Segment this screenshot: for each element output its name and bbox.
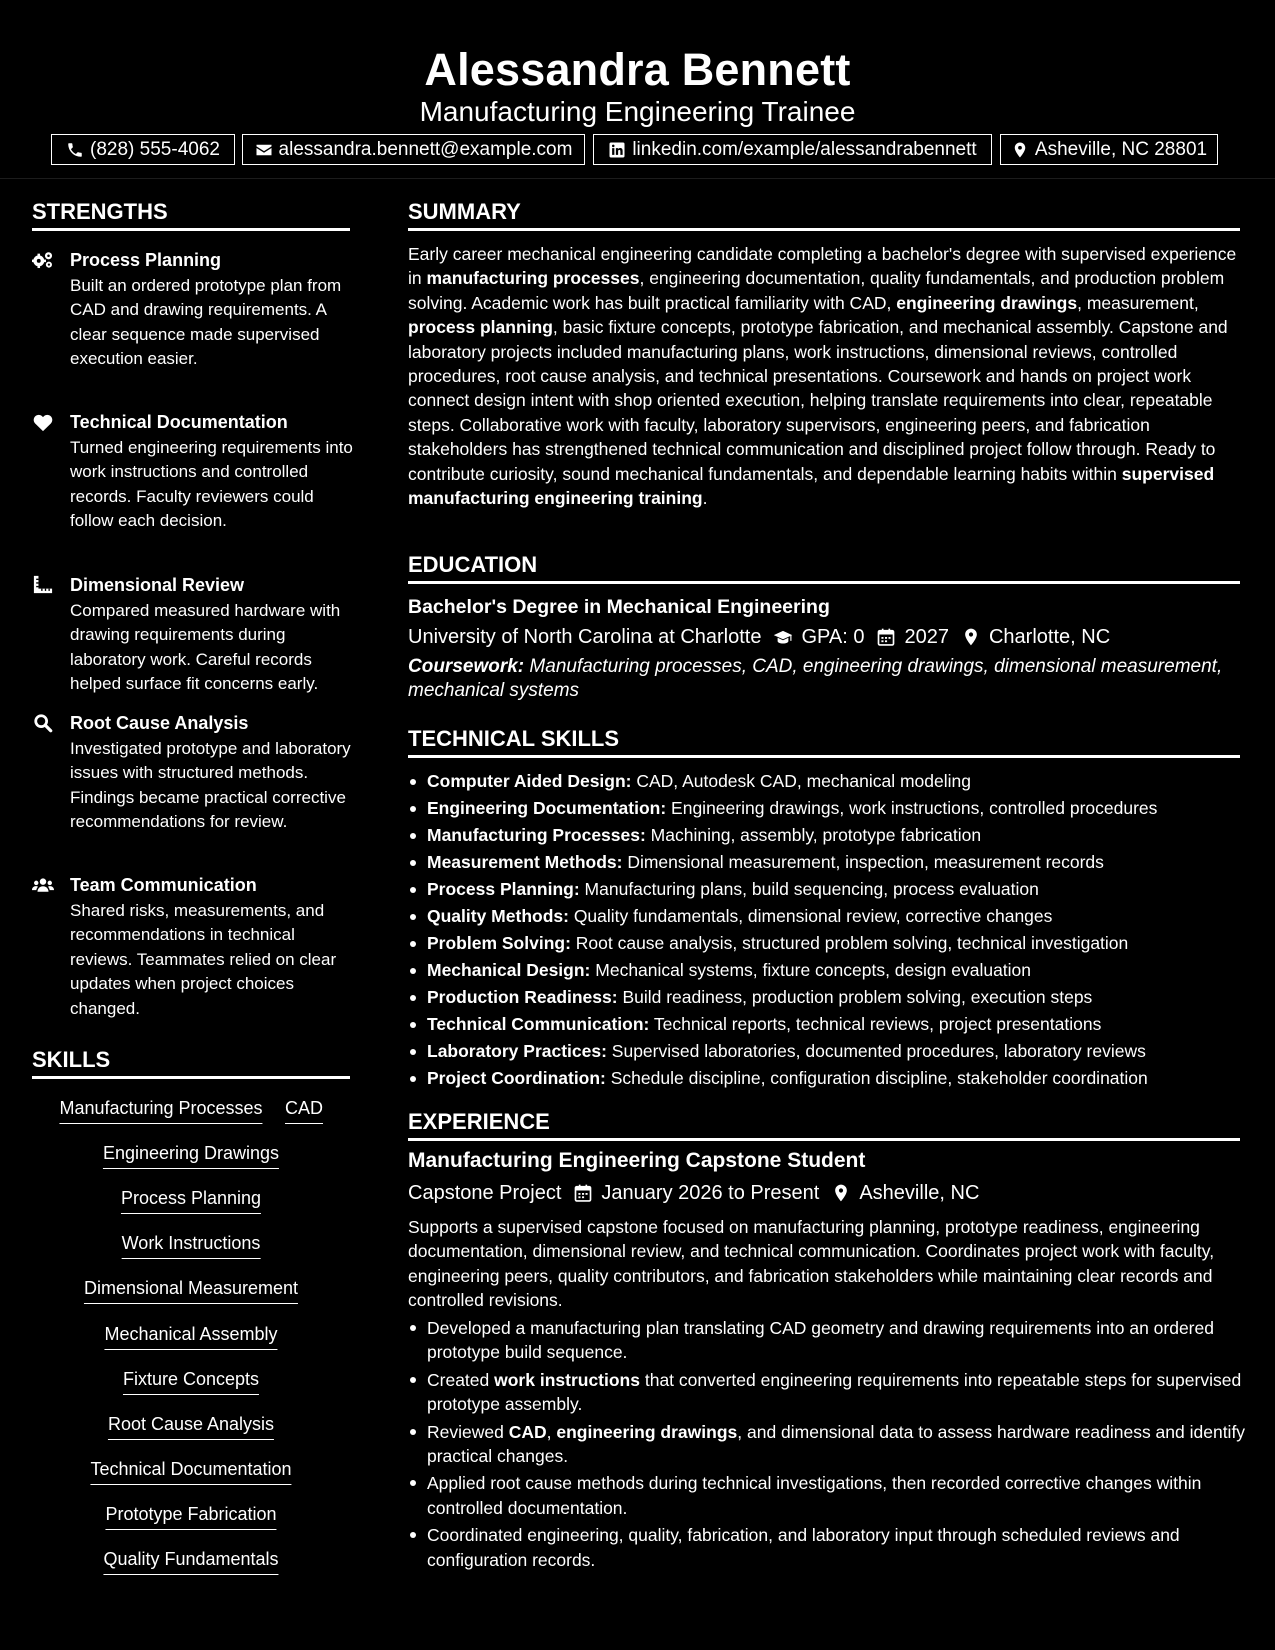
job-meta [408,1180,979,1206]
technical-skills-heading: TECHNICAL SKILLS [408,725,1240,758]
contact-location [1000,134,1218,165]
technical-skill-item [408,876,1248,903]
strength-description: Built an ordered prototype plan from CAD and drawing requirements. A clear sequence made supervised execution easier. [70,276,342,369]
calendar-icon [573,1183,593,1203]
technical-skill-item [408,849,1248,876]
technical-skill-label: Process Planning: [427,879,580,899]
education-school: University of North Carolina at Charlotte [408,626,762,648]
candidate-name: Alessandra Bennett [424,44,851,95]
technical-skill-label: Problem Solving: [427,933,571,953]
technical-skill-label: Quality Methods: [427,906,569,926]
users-icon [32,875,54,895]
strength-description: Turned engineering requirements into work instructions and controlled records. Faculty reviewers could follow each decision. [70,438,353,531]
bold-phrase: process planning [408,317,553,338]
coursework-label: Coursework: [408,656,525,677]
text-run: Applied root cause methods during technical investigations, then recorded corrective changes within controlled documentation. [427,1473,1202,1518]
bold-phrase: CAD [508,1421,547,1442]
map-pin-icon [961,627,981,647]
text-run: Developed a manufacturing plan translating CAD geometry and drawing requirements into an ordered prototype build sequence. [427,1318,1214,1363]
technical-skill-label: Manufacturing Processes: [427,825,646,845]
technical-skill-value: Dimensional measurement, inspection, measurement records [622,852,1104,872]
job-bullets [408,1316,1248,1575]
skills-heading: SKILLS [32,1046,350,1079]
education-location: Charlotte, NC [988,626,1111,648]
technical-skill-value: Machining, assembly, prototype fabrication [645,825,982,845]
search-icon [32,713,54,733]
technical-skill-label: Project Coordination: [427,1068,606,1088]
job-title: Manufacturing Engineering Capstone Student [408,1149,866,1172]
technical-skill-item [408,1038,1248,1065]
strength-title: Root Cause Analysis [70,713,249,733]
education-gpa: GPA: 0 [801,626,865,648]
strengths-heading: STRENGTHS [32,198,350,231]
experience-heading: EXPERIENCE [408,1108,1240,1141]
strength-description: Compared measured hardware with drawing requirements during laboratory work. Careful records helped surface fit concerns early. [70,601,341,694]
technical-skill-label: Production Readiness: [427,987,618,1007]
contact-linkedin-text: linkedin.com/example/alessandrabennett [632,138,977,160]
education-coursework [408,655,1228,704]
cogs-icon [32,250,54,270]
bold-phrase: supervised manufacturing engineering training [408,463,1215,509]
contact-location-text: Asheville, NC 28801 [1034,138,1208,160]
technical-skill-item [408,903,1248,930]
skill-tag: Fixture Concepts [123,1367,259,1395]
graduation-cap-icon [773,627,793,647]
calendar-icon [876,627,896,647]
skill-tag: Mechanical Assembly [104,1322,277,1350]
technical-skill-value: Quality fundamentals, dimensional review, corrective changes [568,906,1053,926]
technical-skill-value: Build readiness, production problem solving, execution steps [617,987,1093,1007]
skill-tag: Prototype Fabrication [105,1502,276,1530]
bold-phrase: work instructions [494,1369,640,1390]
resume-header [0,0,1275,179]
coursework-text: Manufacturing processes, CAD, engineering drawings, dimensional measurement, mechanical systems [408,656,1223,702]
envelope-icon [255,141,273,159]
text-run: Reviewed [427,1421,509,1442]
contact-email-text: alessandra.bennett@example.com [278,138,573,160]
job-summary: Supports a supervised capstone focused on manufacturing planning, prototype readiness, engineering documentation, dimensional review, and technical communication. Coordinates project work with faculty, engineering peers, quality contributors, and fabrication stakeholders while maintaining clear records and controlled revisions. [408,1217,1215,1311]
job-location: Asheville, NC [859,1182,980,1204]
heart-icon [32,412,54,432]
technical-skills-list [408,768,1248,1092]
phone-icon [66,141,84,159]
job-bullet [408,1523,1248,1572]
strength-title: Process Planning [70,250,222,270]
text-run: , engineering documentation, quality fundamentals, and production problem solving. Academic work has built practical familiarity with CAD, [408,268,1225,313]
text-run: Early career mechanical engineering candidate completing a bachelor's degree with supervised experience in [408,244,1237,289]
contact-email[interactable] [242,134,585,165]
job-dates: January 2026 to Present [601,1182,820,1204]
technical-skill-item [408,1065,1248,1092]
summary-heading: SUMMARY [408,198,1240,231]
technical-skill-label: Laboratory Practices: [427,1041,607,1061]
bold-phrase: engineering drawings [896,292,1078,313]
text-run: . [702,488,708,509]
contact-linkedin[interactable] [593,134,992,165]
strength-title: Team Communication [70,875,257,895]
job-bullet [408,1316,1248,1365]
technical-skill-value: Root cause analysis, structured problem solving, technical investigation [570,933,1129,953]
job-org: Capstone Project [408,1182,562,1204]
technical-skill-label: Mechanical Design: [427,960,591,980]
technical-skill-item [408,1011,1248,1038]
map-pin-icon [831,1183,851,1203]
skill-tag: Manufacturing Processes [59,1096,262,1124]
job-bullet [408,1471,1248,1520]
technical-skill-value: Schedule discipline, configuration discipline, stakeholder coordination [605,1068,1148,1088]
technical-skill-label: Technical Communication: [427,1014,650,1034]
technical-skill-value: Technical reports, technical reviews, project presentations [649,1014,1102,1034]
text-run: , and dimensional data to assess hardware readiness and identify practical changes. [427,1421,1246,1467]
job-bullet [408,1420,1248,1469]
text-run: that converted engineering requirements into repeatable steps for supervised prototype assembly. [427,1369,1242,1415]
technical-skill-item [408,822,1248,849]
technical-skill-item [408,930,1248,957]
technical-skill-label: Engineering Documentation: [427,798,667,818]
technical-skill-item [408,957,1248,984]
contact-phone[interactable] [51,134,235,165]
text-run: Coordinated engineering, quality, fabrication, and laboratory input through scheduled reviews and configuration records. [427,1525,1180,1570]
bold-phrase: engineering drawings [556,1421,738,1442]
map-pin-icon [1011,141,1029,159]
skill-tag: Root Cause Analysis [108,1412,274,1440]
education-degree: Bachelor's Degree in Mechanical Engineering [408,596,830,618]
ruler-combined-icon [32,575,54,595]
summary-text [408,242,1240,510]
education-heading: EDUCATION [408,551,1240,584]
skill-tag: Process Planning [121,1186,261,1214]
technical-skill-value: CAD, Autodesk CAD, mechanical modeling [631,771,971,791]
job-bullet [408,1368,1248,1417]
bold-phrase: manufacturing processes [426,268,640,289]
technical-skill-value: Manufacturing plans, build sequencing, process evaluation [579,879,1039,899]
skill-tag: CAD [285,1096,323,1124]
skill-tag: Dimensional Measurement [84,1276,298,1304]
candidate-role: Manufacturing Engineering Trainee [419,96,856,127]
strength-title: Technical Documentation [70,412,288,432]
skill-tag: Engineering Drawings [103,1141,279,1169]
technical-skill-value: Supervised laboratories, documented procedures, laboratory reviews [606,1041,1146,1061]
skill-tag: Quality Fundamentals [103,1547,278,1575]
technical-skill-item [408,768,1248,795]
technical-skill-item [408,795,1248,822]
strength-description: Shared risks, measurements, and recommendations in technical reviews. Teammates relied on clear updates when project choices changed. [70,901,337,1018]
strength-title: Dimensional Review [70,575,245,595]
strength-description: Investigated prototype and laboratory issues with structured methods. Findings became practical corrective recommendations for review. [70,739,351,832]
contact-phone-text: (828) 555-4062 [90,138,220,160]
education-meta [408,624,1110,650]
text-run: , measurement, [1077,292,1199,313]
skill-tag: Technical Documentation [90,1457,291,1485]
linkedin-icon [608,141,626,159]
technical-skill-label: Computer Aided Design: [427,771,632,791]
text-run: Created [427,1369,495,1390]
technical-skill-value: Mechanical systems, fixture concepts, design evaluation [590,960,1032,980]
text-run: , basic fixture concepts, prototype fabrication, and mechanical assembly. Capstone and laboratory projects included manufacturing plans, work instructions, dimensional reviews, controlled procedures, root cause analysis, and technical presentations. Coursework and hands on project work connect design intent with shop oriented execution, helping translate requirements into clear, repeatable steps. Collaborative work with faculty, laboratory supervisors, engineering peers, and fabrication stakeholders has strengthened technical communication and disciplined project follow through. Ready to contribute curiosity, sound mechanical fundamentals, and dependable learning habits within [408,317,1228,484]
skill-tag: Work Instructions [122,1231,261,1259]
text-run: , [546,1421,557,1442]
technical-skill-label: Measurement Methods: [427,852,623,872]
technical-skill-item [408,984,1248,1011]
education-year: 2027 [904,626,949,648]
technical-skill-value: Engineering drawings, work instructions, controlled procedures [666,798,1158,818]
